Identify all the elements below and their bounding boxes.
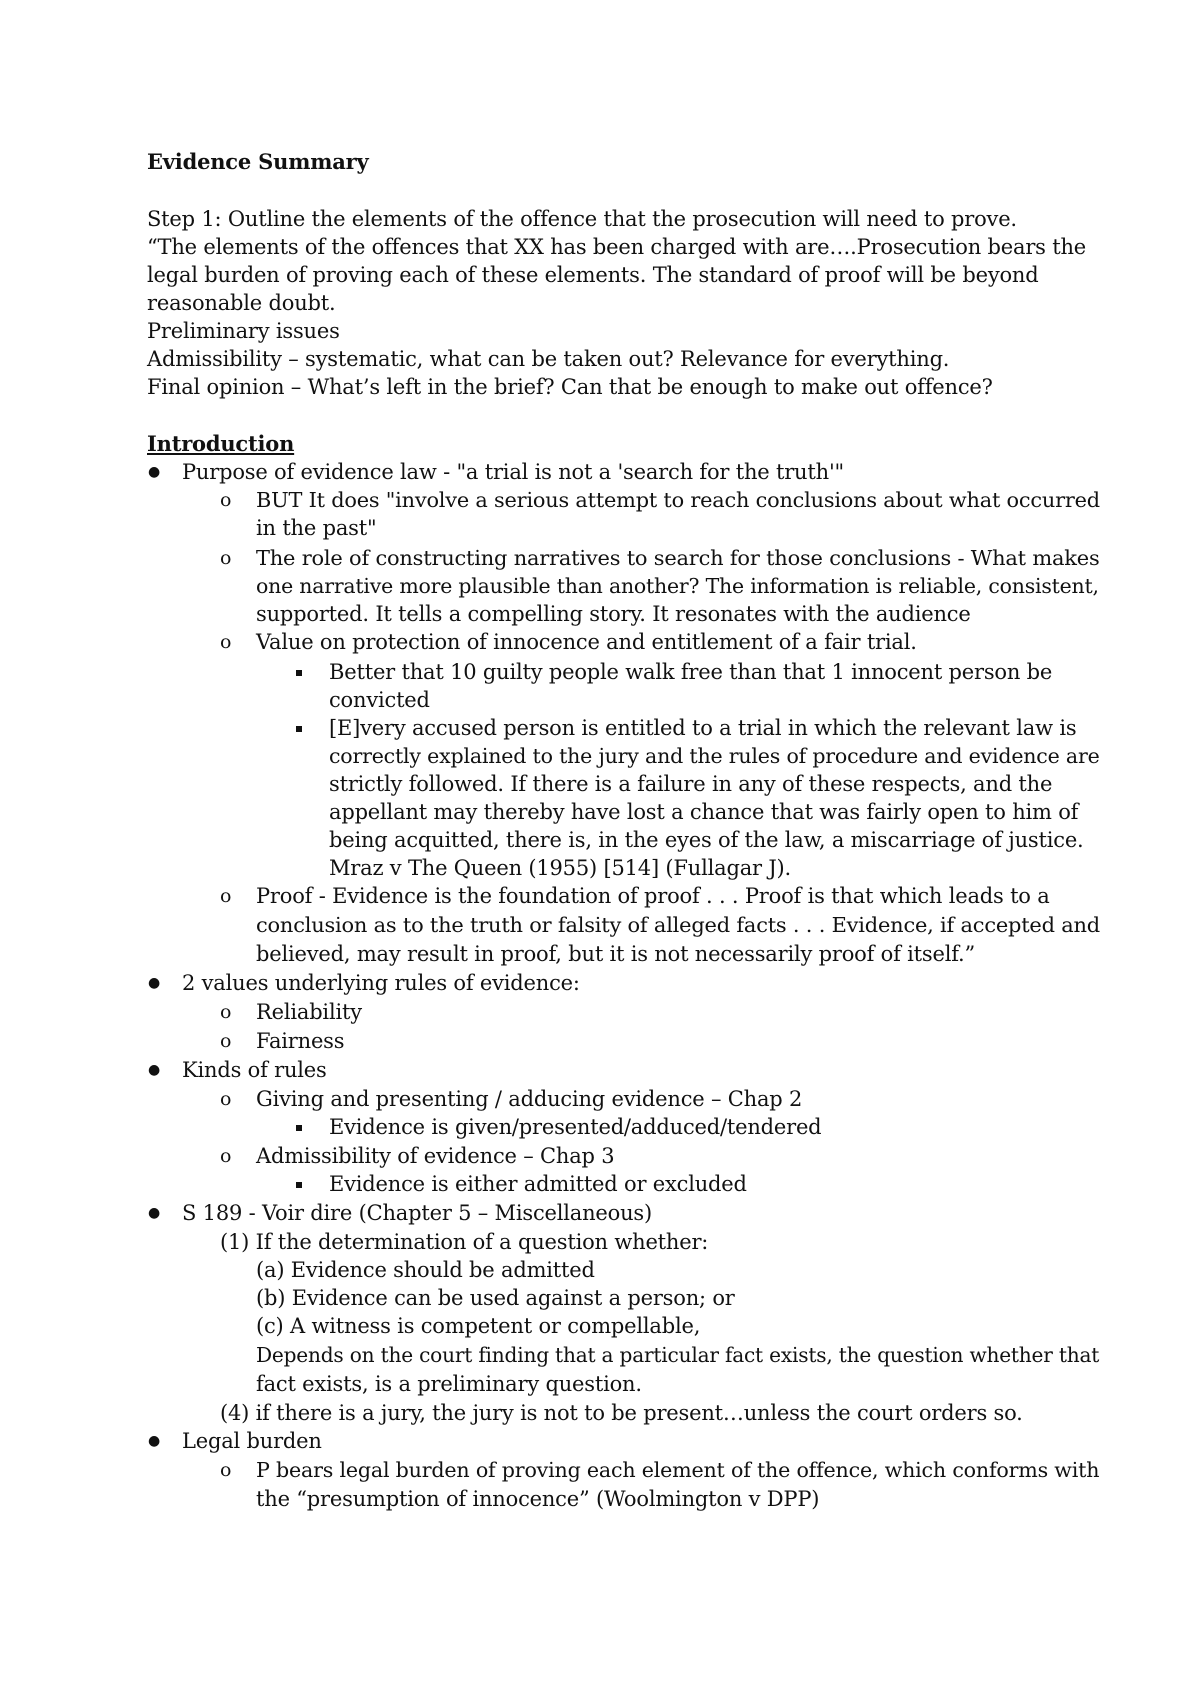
list-item-kinds-of-rules: Kinds of rules [182,1058,327,1082]
elements-quote-line: legal burden of proving each of these elements. The standard of proof will be beyond [147,263,1039,287]
circle-bullet-marker: o [220,1001,232,1023]
list-item-text: in the past" [256,516,377,540]
provision-text: fact exists, is a preliminary question. [256,1372,642,1396]
list-item-text: appellant may thereby have lost a chance that was fairly open to him of [329,800,1079,824]
list-item-voir-dire: S 189 - Voir dire (Chapter 5 – Miscellaneous) [182,1201,652,1225]
provision-text: (b) Evidence can be used against a person; or [256,1286,735,1310]
square-bullet-marker [296,1125,302,1131]
list-item-text: believed, may result in proof, but it is not necessarily proof of itself.” [256,942,976,966]
square-bullet-marker [296,670,302,676]
list-item-text: BUT It does "involve a serious attempt to reach conclusions about what occurred [256,488,1100,512]
list-item-text: The role of constructing narratives to search for those conclusions - What makes [256,546,1100,570]
document-title: Evidence Summary [147,149,369,174]
circle-bullet-marker: o [220,1145,232,1167]
list-item-text: Value on protection of innocence and entitlement of a fair trial. [256,630,917,654]
provision-text: (1) If the determination of a question whether: [220,1230,709,1254]
list-item-text: Proof - Evidence is the foundation of proof . . . Proof is that which leads to a [256,884,1050,908]
list-item-text: Giving and presenting / adducing evidence – Chap 2 [256,1087,803,1111]
final-opinion-text: Final opinion – What’s left in the brief? Can that be enough to make out offence? [147,375,993,399]
introduction-heading: Introduction [147,431,295,456]
list-item-text: supported. It tells a compelling story. It resonates with the audience [256,602,971,626]
list-item-text: Evidence is either admitted or excluded [329,1172,747,1196]
square-bullet-marker [296,726,302,732]
list-item-text: Reliability [256,1000,362,1024]
step-1-text: Step 1: Outline the elements of the offence that the prosecution will need to prove. [147,207,1017,231]
list-item-text: convicted [329,688,430,712]
list-item-text: the “presumption of innocence” (Woolmington v DPP) [256,1487,820,1511]
circle-bullet-marker: o [220,547,232,569]
bullet-marker: ● [148,464,161,480]
list-item-purpose: Purpose of evidence law - "a trial is not a 'search for the truth'" [182,460,844,484]
list-item-text: P bears legal burden of proving each element of the offence, which conforms with [256,1458,1100,1482]
list-item-text: [E]very accused person is entitled to a trial in which the relevant law is [329,716,1077,740]
square-bullet-marker [296,1182,302,1188]
list-item-text: conclusion as to the truth or falsity of alleged facts . . . Evidence, if accepted and [256,913,1100,937]
list-item-text: Evidence is given/presented/adduced/tendered [329,1115,822,1139]
list-item-text: Fairness [256,1029,345,1053]
provision-text: Depends on the court finding that a particular fact exists, the question whether that [256,1343,1100,1367]
list-item-text: Better that 10 guilty people walk free than that 1 innocent person be [329,660,1053,684]
list-item-text: Mraz v The Queen (1955) [514] (Fullagar J). [329,856,792,880]
circle-bullet-marker: o [220,631,232,653]
bullet-marker: ● [148,1433,161,1449]
circle-bullet-marker: o [220,1030,232,1052]
provision-text: (c) A witness is competent or compellable, [256,1314,701,1338]
circle-bullet-marker: o [220,1459,232,1481]
preliminary-issues-text: Preliminary issues [147,319,340,343]
provision-text: (a) Evidence should be admitted [256,1258,595,1282]
elements-quote-line: “The elements of the offences that XX has been charged with are….Prosecution bears the [147,235,1087,259]
list-item-text: correctly explained to the jury and the rules of procedure and evidence are [329,744,1100,768]
provision-text: (4) if there is a jury, the jury is not to be present…unless the court orders so. [220,1401,1023,1425]
list-item-text: Admissibility of evidence – Chap 3 [256,1144,615,1168]
list-item-legal-burden: Legal burden [182,1429,322,1453]
list-item-text: one narrative more plausible than another? The information is reliable, consistent, [256,574,1099,598]
list-item-text: strictly followed. If there is a failure in any of these respects, and the [329,772,1053,796]
admissibility-text: Admissibility – systematic, what can be taken out? Relevance for everything. [147,347,950,371]
elements-quote-line: reasonable doubt. [147,291,336,315]
bullet-marker: ● [148,1062,161,1078]
bullet-marker: ● [148,1205,161,1221]
circle-bullet-marker: o [220,489,232,511]
list-item-values: 2 values underlying rules of evidence: [182,971,580,995]
circle-bullet-marker: o [220,1088,232,1110]
list-item-text: being acquitted, there is, in the eyes of the law, a miscarriage of justice. [329,828,1084,852]
circle-bullet-marker: o [220,885,232,907]
bullet-marker: ● [148,975,161,991]
